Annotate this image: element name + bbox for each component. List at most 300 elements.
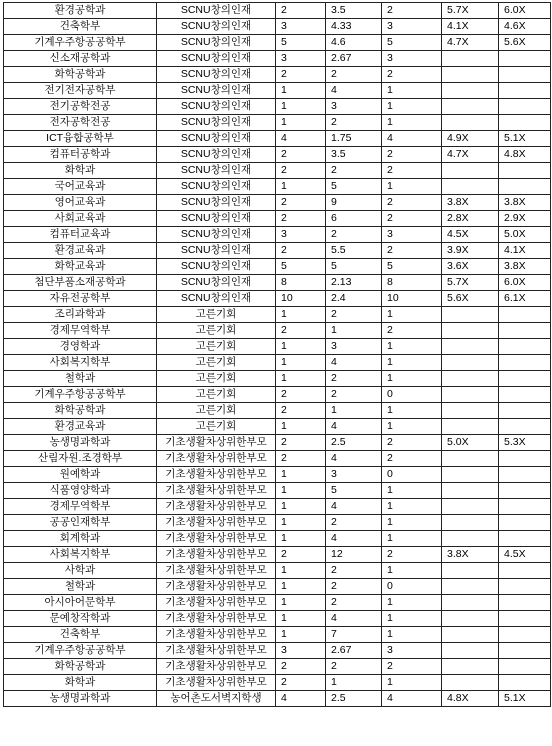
quota-cell: 2 xyxy=(276,3,326,19)
admission-type-cell: SCNU창의인재 xyxy=(157,131,276,147)
admitted-cell: 1 xyxy=(382,307,442,323)
table-row xyxy=(4,19,551,35)
department-cell: 건축학부 xyxy=(4,627,157,643)
competition-rate-cell: 2 xyxy=(326,595,382,611)
grade-cutoff-cell: 5.1X xyxy=(499,131,551,147)
department-cell: 아시아어문학부 xyxy=(4,595,157,611)
competition-rate-cell: 9 xyxy=(326,195,382,211)
grade-cutoff-cell xyxy=(499,355,551,371)
competition-rate-cell: 5.5 xyxy=(326,243,382,259)
quota-cell: 1 xyxy=(276,83,326,99)
grade-cutoff-cell: 5.6X xyxy=(499,35,551,51)
quota-cell: 2 xyxy=(276,211,326,227)
admission-type-cell: SCNU창의인재 xyxy=(157,99,276,115)
grade-avg-cell: 4.5X xyxy=(442,227,499,243)
admission-type-cell: 기초생활차상위한부모 xyxy=(157,499,276,515)
grade-cutoff-cell: 4.1X xyxy=(499,243,551,259)
grade-avg-cell xyxy=(442,659,499,675)
competition-rate-cell: 2 xyxy=(326,307,382,323)
competition-rate-cell: 4 xyxy=(326,499,382,515)
table-row xyxy=(4,627,551,643)
department-cell: 자유전공학부 xyxy=(4,291,157,307)
admitted-cell: 2 xyxy=(382,243,442,259)
grade-avg-cell xyxy=(442,579,499,595)
competition-rate-cell: 4.6 xyxy=(326,35,382,51)
table-row xyxy=(4,275,551,291)
quota-cell: 1 xyxy=(276,515,326,531)
admitted-cell: 1 xyxy=(382,627,442,643)
department-cell: 환경교육과 xyxy=(4,243,157,259)
competition-rate-cell: 3.5 xyxy=(326,147,382,163)
admission-type-cell: SCNU창의인재 xyxy=(157,179,276,195)
quota-cell: 1 xyxy=(276,483,326,499)
department-cell: 회계학과 xyxy=(4,531,157,547)
competition-rate-cell: 2 xyxy=(326,579,382,595)
admitted-cell: 2 xyxy=(382,67,442,83)
admission-type-cell: 기초생활차상위한부모 xyxy=(157,563,276,579)
quota-cell: 10 xyxy=(276,291,326,307)
department-cell: 농생명과학과 xyxy=(4,435,157,451)
table-row xyxy=(4,419,551,435)
admission-type-cell: 기초생활차상위한부모 xyxy=(157,483,276,499)
table-row xyxy=(4,547,551,563)
admitted-cell: 5 xyxy=(382,259,442,275)
table-row xyxy=(4,595,551,611)
quota-cell: 1 xyxy=(276,499,326,515)
grade-avg-cell xyxy=(442,483,499,499)
admission-type-cell: SCNU창의인재 xyxy=(157,211,276,227)
grade-avg-cell xyxy=(442,371,499,387)
department-cell: 철학과 xyxy=(4,579,157,595)
admitted-cell: 2 xyxy=(382,451,442,467)
table-row xyxy=(4,115,551,131)
grade-avg-cell xyxy=(442,403,499,419)
grade-avg-cell xyxy=(442,611,499,627)
department-cell: 환경교육과 xyxy=(4,419,157,435)
admission-type-cell: 기초생활차상위한부모 xyxy=(157,595,276,611)
grade-avg-cell xyxy=(442,563,499,579)
table-row xyxy=(4,99,551,115)
competition-rate-cell: 4 xyxy=(326,531,382,547)
table-row xyxy=(4,3,551,19)
department-cell: 사회복지학부 xyxy=(4,547,157,563)
quota-cell: 5 xyxy=(276,35,326,51)
grade-avg-cell xyxy=(442,83,499,99)
grade-cutoff-cell: 5.0X xyxy=(499,227,551,243)
grade-cutoff-cell: 6.0X xyxy=(499,3,551,19)
grade-avg-cell: 5.7X xyxy=(442,275,499,291)
department-cell: 농생명과학과 xyxy=(4,691,157,707)
table-row xyxy=(4,291,551,307)
quota-cell: 2 xyxy=(276,547,326,563)
admitted-cell: 1 xyxy=(382,563,442,579)
grade-avg-cell xyxy=(442,339,499,355)
quota-cell: 1 xyxy=(276,419,326,435)
admitted-cell: 3 xyxy=(382,227,442,243)
admission-type-cell: 기초생활차상위한부모 xyxy=(157,627,276,643)
department-cell: 문예창작학과 xyxy=(4,611,157,627)
admitted-cell: 2 xyxy=(382,659,442,675)
admitted-cell: 1 xyxy=(382,595,442,611)
quota-cell: 1 xyxy=(276,627,326,643)
competition-rate-cell: 6 xyxy=(326,211,382,227)
admission-type-cell: 고른기회 xyxy=(157,371,276,387)
admitted-cell: 1 xyxy=(382,483,442,499)
grade-cutoff-cell xyxy=(499,339,551,355)
grade-cutoff-cell xyxy=(499,51,551,67)
grade-cutoff-cell: 4.8X xyxy=(499,147,551,163)
table-body xyxy=(4,3,551,707)
admission-type-cell: SCNU창의인재 xyxy=(157,147,276,163)
quota-cell: 1 xyxy=(276,579,326,595)
table-row xyxy=(4,67,551,83)
grade-cutoff-cell xyxy=(499,563,551,579)
admission-type-cell: SCNU창의인재 xyxy=(157,67,276,83)
grade-cutoff-cell: 5.3X xyxy=(499,435,551,451)
grade-avg-cell: 2.8X xyxy=(442,211,499,227)
department-cell: 원예학과 xyxy=(4,467,157,483)
admission-type-cell: 고른기회 xyxy=(157,355,276,371)
grade-avg-cell: 5.7X xyxy=(442,3,499,19)
table-row xyxy=(4,387,551,403)
table-row xyxy=(4,467,551,483)
table-row xyxy=(4,259,551,275)
table-row xyxy=(4,659,551,675)
department-cell: 국어교육과 xyxy=(4,179,157,195)
grade-avg-cell xyxy=(442,451,499,467)
admitted-cell: 1 xyxy=(382,515,442,531)
quota-cell: 2 xyxy=(276,67,326,83)
grade-avg-cell xyxy=(442,419,499,435)
admission-type-cell: 기초생활차상위한부모 xyxy=(157,515,276,531)
admission-type-cell: 기초생활차상위한부모 xyxy=(157,659,276,675)
department-cell: 전자공학전공 xyxy=(4,115,157,131)
department-cell: 화학공학과 xyxy=(4,67,157,83)
competition-rate-cell: 2 xyxy=(326,371,382,387)
table-row xyxy=(4,35,551,51)
table-row xyxy=(4,147,551,163)
competition-rate-cell: 2.67 xyxy=(326,51,382,67)
grade-cutoff-cell xyxy=(499,595,551,611)
grade-avg-cell: 4.7X xyxy=(442,147,499,163)
table-row xyxy=(4,579,551,595)
table-row xyxy=(4,643,551,659)
quota-cell: 2 xyxy=(276,403,326,419)
competition-rate-cell: 3 xyxy=(326,467,382,483)
grade-avg-cell xyxy=(442,515,499,531)
admitted-cell: 1 xyxy=(382,499,442,515)
grade-avg-cell xyxy=(442,467,499,483)
competition-rate-cell: 5 xyxy=(326,483,382,499)
admission-type-cell: SCNU창의인재 xyxy=(157,259,276,275)
department-cell: 경제무역학부 xyxy=(4,323,157,339)
admitted-cell: 1 xyxy=(382,371,442,387)
competition-rate-cell: 2.5 xyxy=(326,435,382,451)
admission-type-cell: SCNU창의인재 xyxy=(157,19,276,35)
admission-type-cell: 고른기회 xyxy=(157,323,276,339)
admission-type-cell: 고른기회 xyxy=(157,387,276,403)
admitted-cell: 2 xyxy=(382,211,442,227)
grade-cutoff-cell: 3.8X xyxy=(499,195,551,211)
quota-cell: 2 xyxy=(276,163,326,179)
grade-cutoff-cell: 6.0X xyxy=(499,275,551,291)
department-cell: 건축학부 xyxy=(4,19,157,35)
grade-avg-cell: 3.8X xyxy=(442,195,499,211)
table-row xyxy=(4,563,551,579)
department-cell: 식품영양학과 xyxy=(4,483,157,499)
grade-avg-cell xyxy=(442,307,499,323)
quota-cell: 8 xyxy=(276,275,326,291)
admission-type-cell: 고른기회 xyxy=(157,419,276,435)
department-cell: 화학과 xyxy=(4,675,157,691)
grade-cutoff-cell xyxy=(499,483,551,499)
admission-type-cell: 기초생활차상위한부모 xyxy=(157,643,276,659)
grade-cutoff-cell xyxy=(499,531,551,547)
competition-rate-cell: 3.5 xyxy=(326,3,382,19)
quota-cell: 3 xyxy=(276,227,326,243)
grade-cutoff-cell xyxy=(499,611,551,627)
competition-rate-cell: 1 xyxy=(326,675,382,691)
admitted-cell: 2 xyxy=(382,147,442,163)
grade-avg-cell xyxy=(442,387,499,403)
department-cell: 기계우주항공공학부 xyxy=(4,643,157,659)
competition-rate-cell: 2 xyxy=(326,163,382,179)
grade-cutoff-cell xyxy=(499,515,551,531)
quota-cell: 3 xyxy=(276,643,326,659)
admitted-cell: 2 xyxy=(382,547,442,563)
admission-type-cell: SCNU창의인재 xyxy=(157,35,276,51)
grade-cutoff-cell xyxy=(499,179,551,195)
quota-cell: 1 xyxy=(276,179,326,195)
admitted-cell: 1 xyxy=(382,83,442,99)
competition-rate-cell: 3 xyxy=(326,339,382,355)
admitted-cell: 4 xyxy=(382,691,442,707)
competition-rate-cell: 2.5 xyxy=(326,691,382,707)
table-row xyxy=(4,371,551,387)
grade-avg-cell xyxy=(442,499,499,515)
grade-cutoff-cell xyxy=(499,675,551,691)
quota-cell: 2 xyxy=(276,323,326,339)
table-row xyxy=(4,195,551,211)
quota-cell: 1 xyxy=(276,99,326,115)
competition-rate-cell: 2 xyxy=(326,659,382,675)
grade-cutoff-cell xyxy=(499,371,551,387)
department-cell: 기계우주항공공학부 xyxy=(4,387,157,403)
admitted-cell: 2 xyxy=(382,195,442,211)
competition-rate-cell: 4 xyxy=(326,83,382,99)
quota-cell: 1 xyxy=(276,115,326,131)
grade-cutoff-cell xyxy=(499,659,551,675)
grade-avg-cell: 4.7X xyxy=(442,35,499,51)
grade-cutoff-cell xyxy=(499,163,551,179)
admitted-cell: 1 xyxy=(382,355,442,371)
grade-cutoff-cell: 5.1X xyxy=(499,691,551,707)
admission-type-cell: SCNU창의인재 xyxy=(157,275,276,291)
admitted-cell: 1 xyxy=(382,99,442,115)
table-row xyxy=(4,531,551,547)
table-row xyxy=(4,675,551,691)
department-cell: 산림자원.조경학부 xyxy=(4,451,157,467)
admitted-cell: 2 xyxy=(382,163,442,179)
grade-cutoff-cell: 4.5X xyxy=(499,547,551,563)
grade-avg-cell: 3.9X xyxy=(442,243,499,259)
competition-rate-cell: 4 xyxy=(326,611,382,627)
department-cell: 첨단부품소재공학과 xyxy=(4,275,157,291)
admitted-cell: 1 xyxy=(382,419,442,435)
table-row xyxy=(4,211,551,227)
admission-type-cell: SCNU창의인재 xyxy=(157,195,276,211)
admission-type-cell: SCNU창의인재 xyxy=(157,115,276,131)
admitted-cell: 3 xyxy=(382,19,442,35)
competition-rate-cell: 4.33 xyxy=(326,19,382,35)
grade-cutoff-cell xyxy=(499,115,551,131)
grade-cutoff-cell xyxy=(499,67,551,83)
department-cell: 기계우주항공공학부 xyxy=(4,35,157,51)
quota-cell: 2 xyxy=(276,659,326,675)
grade-avg-cell xyxy=(442,163,499,179)
competition-rate-cell: 3 xyxy=(326,99,382,115)
table-row xyxy=(4,51,551,67)
admitted-cell: 1 xyxy=(382,115,442,131)
grade-cutoff-cell xyxy=(499,579,551,595)
admission-type-cell: SCNU창의인재 xyxy=(157,83,276,99)
admission-type-cell: 기초생활차상위한부모 xyxy=(157,611,276,627)
department-cell: 사학과 xyxy=(4,563,157,579)
grade-cutoff-cell: 6.1X xyxy=(499,291,551,307)
competition-rate-cell: 1 xyxy=(326,323,382,339)
grade-avg-cell xyxy=(442,67,499,83)
table-row xyxy=(4,403,551,419)
admitted-cell: 2 xyxy=(382,435,442,451)
admitted-cell: 1 xyxy=(382,675,442,691)
grade-avg-cell: 4.1X xyxy=(442,19,499,35)
admission-type-cell: 농어촌도서벽지학생 xyxy=(157,691,276,707)
quota-cell: 1 xyxy=(276,611,326,627)
grade-cutoff-cell xyxy=(499,451,551,467)
quota-cell: 3 xyxy=(276,19,326,35)
table-row xyxy=(4,323,551,339)
admitted-cell: 1 xyxy=(382,611,442,627)
grade-cutoff-cell: 2.9X xyxy=(499,211,551,227)
quota-cell: 3 xyxy=(276,51,326,67)
admission-type-cell: SCNU창의인재 xyxy=(157,163,276,179)
table-row xyxy=(4,611,551,627)
quota-cell: 2 xyxy=(276,451,326,467)
admission-type-cell: 기초생활차상위한부모 xyxy=(157,467,276,483)
quota-cell: 4 xyxy=(276,691,326,707)
admitted-cell: 1 xyxy=(382,179,442,195)
department-cell: 환경공학과 xyxy=(4,3,157,19)
quota-cell: 2 xyxy=(276,435,326,451)
table-row xyxy=(4,243,551,259)
table-row xyxy=(4,83,551,99)
admission-type-cell: SCNU창의인재 xyxy=(157,291,276,307)
grade-cutoff-cell xyxy=(499,627,551,643)
grade-avg-cell: 5.0X xyxy=(442,435,499,451)
grade-avg-cell xyxy=(442,355,499,371)
table-row xyxy=(4,435,551,451)
table-row xyxy=(4,483,551,499)
admitted-cell: 10 xyxy=(382,291,442,307)
grade-cutoff-cell xyxy=(499,83,551,99)
competition-rate-cell: 4 xyxy=(326,419,382,435)
department-cell: 사회복지학부 xyxy=(4,355,157,371)
table-row xyxy=(4,451,551,467)
department-cell: 전기전자공학부 xyxy=(4,83,157,99)
admitted-cell: 0 xyxy=(382,467,442,483)
grade-avg-cell xyxy=(442,595,499,611)
admission-type-cell: 기초생활차상위한부모 xyxy=(157,435,276,451)
competition-rate-cell: 2.67 xyxy=(326,643,382,659)
competition-rate-cell: 2 xyxy=(326,227,382,243)
admitted-cell: 3 xyxy=(382,51,442,67)
competition-rate-cell: 7 xyxy=(326,627,382,643)
quota-cell: 5 xyxy=(276,259,326,275)
admitted-cell: 0 xyxy=(382,387,442,403)
grade-avg-cell xyxy=(442,531,499,547)
admission-type-cell: SCNU창의인재 xyxy=(157,243,276,259)
department-cell: 조리과학과 xyxy=(4,307,157,323)
grade-cutoff-cell xyxy=(499,467,551,483)
competition-rate-cell: 2 xyxy=(326,115,382,131)
admission-type-cell: 고른기회 xyxy=(157,307,276,323)
department-cell: 화학공학과 xyxy=(4,659,157,675)
quota-cell: 1 xyxy=(276,355,326,371)
department-cell: 사회교육과 xyxy=(4,211,157,227)
grade-cutoff-cell xyxy=(499,99,551,115)
grade-avg-cell xyxy=(442,323,499,339)
quota-cell: 1 xyxy=(276,307,326,323)
competition-rate-cell: 12 xyxy=(326,547,382,563)
admitted-cell: 2 xyxy=(382,3,442,19)
grade-cutoff-cell xyxy=(499,307,551,323)
competition-rate-cell: 2.4 xyxy=(326,291,382,307)
admitted-cell: 5 xyxy=(382,35,442,51)
quota-cell: 1 xyxy=(276,467,326,483)
competition-rate-cell: 1 xyxy=(326,403,382,419)
table-row xyxy=(4,355,551,371)
admission-type-cell: 기초생활차상위한부모 xyxy=(157,451,276,467)
grade-avg-cell xyxy=(442,627,499,643)
grade-avg-cell: 4.8X xyxy=(442,691,499,707)
admitted-cell: 8 xyxy=(382,275,442,291)
quota-cell: 1 xyxy=(276,371,326,387)
grade-avg-cell xyxy=(442,643,499,659)
department-cell: 컴퓨터교육과 xyxy=(4,227,157,243)
admitted-cell: 1 xyxy=(382,403,442,419)
admission-type-cell: 고른기회 xyxy=(157,339,276,355)
quota-cell: 4 xyxy=(276,131,326,147)
admissions-results-table xyxy=(3,2,551,707)
department-cell: 전기공학전공 xyxy=(4,99,157,115)
grade-cutoff-cell: 4.6X xyxy=(499,19,551,35)
competition-rate-cell: 2 xyxy=(326,563,382,579)
admission-type-cell: SCNU창의인재 xyxy=(157,51,276,67)
competition-rate-cell: 4 xyxy=(326,355,382,371)
competition-rate-cell: 2.13 xyxy=(326,275,382,291)
quota-cell: 2 xyxy=(276,243,326,259)
department-cell: 컴퓨터공학과 xyxy=(4,147,157,163)
table-row xyxy=(4,515,551,531)
department-cell: 화학교육과 xyxy=(4,259,157,275)
quota-cell: 1 xyxy=(276,339,326,355)
grade-cutoff-cell xyxy=(499,499,551,515)
admission-type-cell: 기초생활차상위한부모 xyxy=(157,547,276,563)
competition-rate-cell: 4 xyxy=(326,451,382,467)
table-row xyxy=(4,131,551,147)
competition-rate-cell: 5 xyxy=(326,259,382,275)
grade-cutoff-cell xyxy=(499,323,551,339)
